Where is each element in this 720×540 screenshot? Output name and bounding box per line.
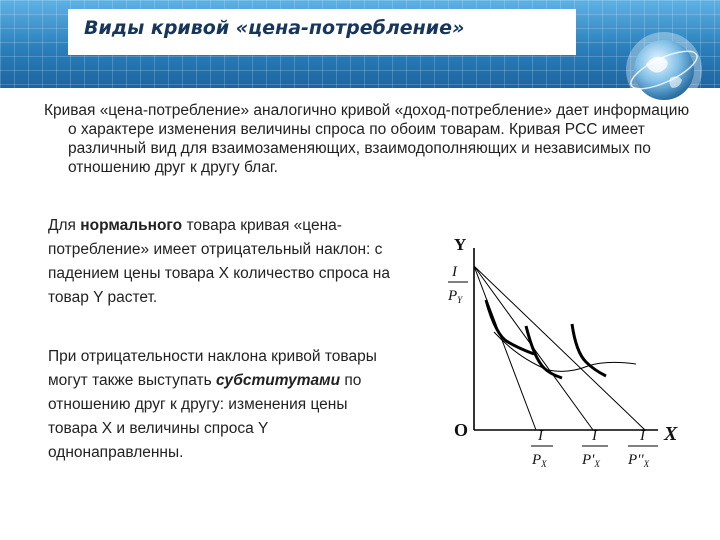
budget-line-1 <box>474 266 536 430</box>
intro-text: Кривая «цена-потребление» аналогично кривой «доход-потребление» дает информацию о характере изменения величины спроса по обоим товарам. Кривая PCC имеет различный вид для взаимозаменяющих, взаимодополняющих и независимых по отношению друг к другу благ. <box>44 102 690 176</box>
y-intercept-label <box>447 264 468 305</box>
substitutes-paragraph: При отрицательности наклона кривой товары могут также выступать субститутами по отношению друг к другу: изменения цены товара X и величины спроса Y однонаправленны. <box>48 348 377 461</box>
svg-text:I: I <box>452 264 457 280</box>
y-axis-label: Y <box>454 235 467 254</box>
normal-good-paragraph: Для нормального товара кривая «цена-потребление» имеет отрицательный наклон: с падением цены товара X количество спроса на товар Y растет. <box>48 217 390 306</box>
substitutes-term: субститутами <box>216 372 341 389</box>
x-axis-label: X <box>664 423 678 445</box>
slide-title: Виды кривой «цена-потребление» <box>84 17 465 39</box>
svg-text:P''X: $P''_X$ <box>628 452 650 469</box>
svg-text:PY: $P_Y$ <box>448 288 463 305</box>
x-intercept-label-2 <box>581 428 608 469</box>
normal-good-term: нормального <box>80 217 183 234</box>
budget-line-3 <box>474 266 645 430</box>
svg-text:I: I <box>640 428 645 444</box>
price-consumption-curve <box>494 332 636 371</box>
svg-text:PX: $P_X$ <box>532 452 547 469</box>
svg-text:P'X: $P'_X$ <box>582 452 600 469</box>
origin-label: O <box>454 420 469 440</box>
svg-text:I: I <box>538 428 543 444</box>
x-intercept-label-3 <box>627 428 658 469</box>
indifference-curve-3 <box>572 324 606 376</box>
x-intercept-label-1 <box>531 428 553 469</box>
pcc-diagram <box>430 228 710 490</box>
svg-text:I: I <box>592 428 597 444</box>
globe-icon <box>624 30 704 110</box>
